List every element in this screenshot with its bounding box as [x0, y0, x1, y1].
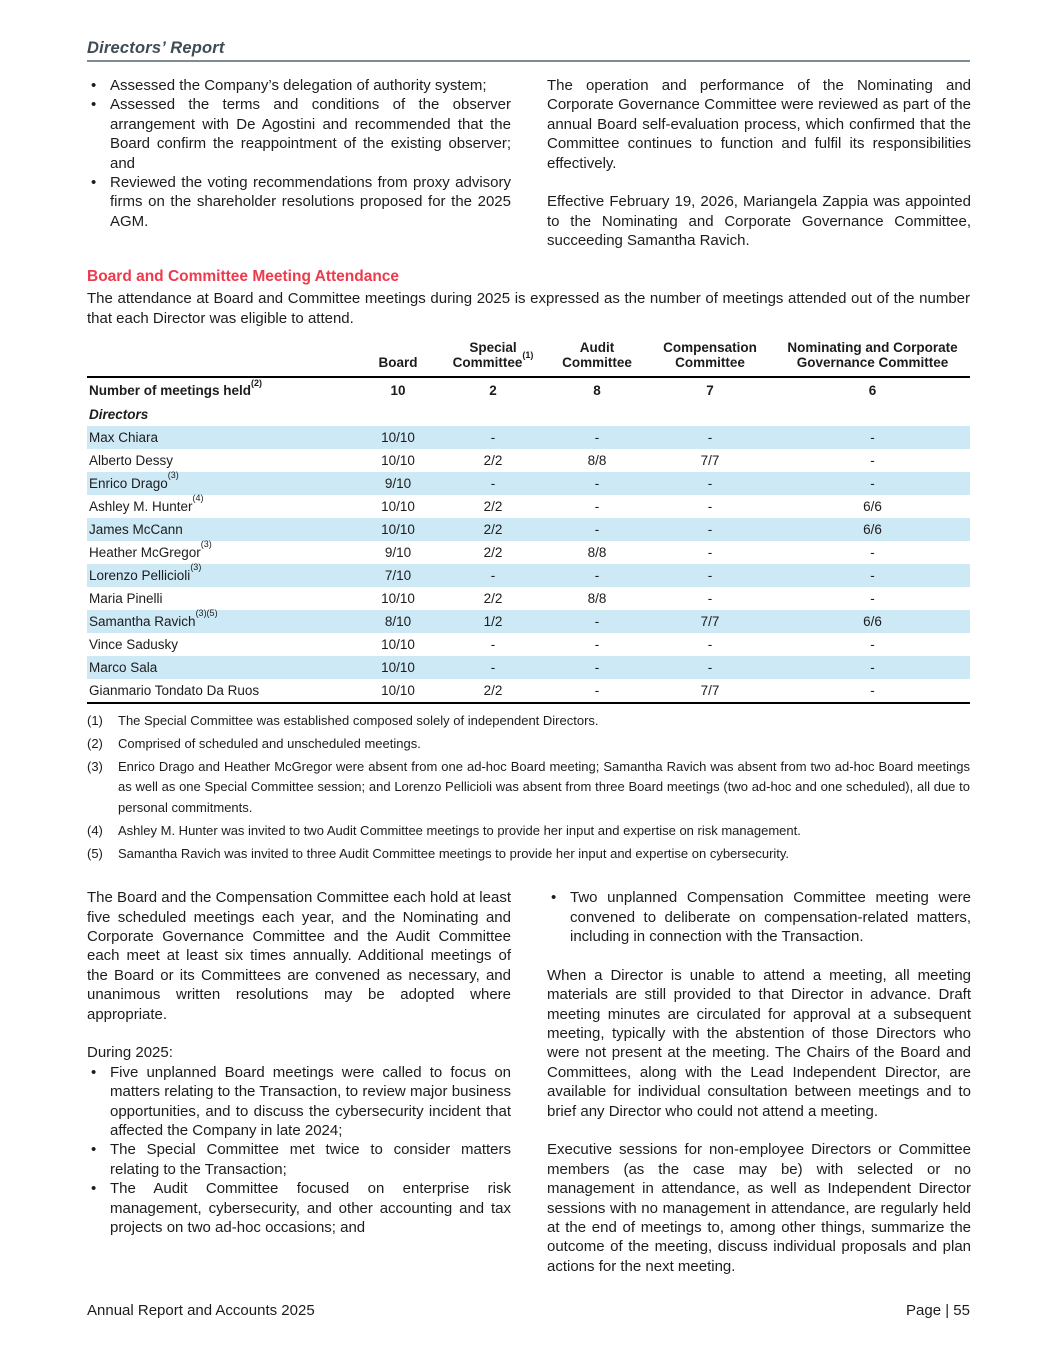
footnote-number: (2) — [87, 735, 103, 751]
attendance-value: - — [594, 475, 600, 491]
director-name: Gianmario Tondato Da Ruos — [89, 682, 260, 698]
section-heading-attendance: Board and Committee Meeting Attendance — [87, 267, 400, 285]
attendance-value: 10/10 — [381, 452, 415, 468]
attendance-value: 8/8 — [587, 544, 607, 560]
meetings-held-value: 6 — [868, 383, 877, 399]
attendance-value: - — [870, 636, 875, 652]
column-header — [359, 355, 437, 371]
attendance-value: - — [870, 475, 875, 491]
meetings-held-label: Number of meetings held$^{(2)}$ — [89, 377, 263, 399]
paragraph: When a Director is unable to attend a meeting, all meeting materials are still provided to that Director in advance. Draft meeting minutes are circulated for approval at a subsequent meeting, typically with the abstention of those Directors who were not present at the meeting. The Chairs of the Board and Committees, along with the Lead Independent Director, are available for individual consultation between meetings and to brief any Director who could not attend a meeting. — [547, 966, 971, 1120]
attendance-value: - — [490, 429, 496, 445]
footnote — [87, 844, 970, 865]
director-name: Maria Pinelli — [89, 590, 163, 606]
top-left-column — [87, 76, 511, 251]
footnote-marker: (3) — [167, 470, 179, 481]
attendance-value: 2/2 — [483, 544, 503, 560]
bullet-item — [87, 1140, 511, 1179]
table-row — [87, 449, 970, 472]
bullet-item — [87, 1179, 511, 1237]
column-header-line: Board — [378, 355, 418, 371]
attendance-value: - — [594, 659, 600, 675]
footnote-number: (4) — [87, 822, 103, 838]
bullet-icon: • — [551, 889, 557, 907]
attendance-value: 10/10 — [381, 659, 415, 675]
attendance-table — [87, 338, 970, 704]
attendance-value: - — [707, 429, 713, 445]
attendance-value: - — [594, 567, 600, 583]
footnote — [87, 821, 970, 842]
attendance-value: 8/10 — [384, 613, 412, 629]
bullet-text: The Special Committee met twice to consider matters relating to the Transaction; — [110, 1141, 511, 1178]
bullet-icon: • — [91, 174, 97, 192]
attendance-value: - — [707, 475, 713, 491]
footnote-text: The Special Committee was established composed solely of independent Directors. — [118, 712, 599, 728]
table-row — [87, 656, 970, 679]
attendance-value: 7/7 — [700, 452, 720, 468]
paragraph: The Board and the Compensation Committee each hold at least five scheduled meetings each year, and the Nominating and Corporate Governance Committee and the Audit Committee each meet at least six times annually. Additional meetings of the Board or its Committees are convened as necessary, and unanimous written resolutions may be adopted where appropriate. — [87, 889, 511, 1023]
attendance-value: - — [490, 636, 496, 652]
attendance-value: 10/10 — [381, 682, 415, 698]
attendance-value: 6/6 — [863, 613, 882, 629]
meetings-held-value: 8 — [593, 383, 601, 399]
column-header — [775, 340, 970, 371]
attendance-value: 6/6 — [863, 521, 882, 537]
table-footnotes — [87, 711, 970, 865]
attendance-value: 1/2 — [483, 613, 503, 629]
column-header-line: Nominating and Corporate — [787, 339, 958, 355]
footnote-marker: (3) — [190, 562, 202, 573]
footer-report-name: Annual Report and Accounts 2025 — [87, 1302, 315, 1319]
table-row — [87, 633, 970, 656]
attendance-value: - — [870, 567, 875, 583]
paragraph: The operation and performance of the Nominating and Corporate Governance Committee were reviewed as part of the annual Board self-evaluation process, which confirmed that the Committee continues to function and fulfil its responsibilities effectively. — [547, 77, 971, 172]
attendance-value: 2/2 — [483, 452, 503, 468]
footnote-text: Enrico Drago and Heather McGregor were absent from one ad-hoc Board meeting; Samantha Ravich was absent from two ad-hoc Board meetings as well as one Special Committee session; and Lorenzo Pellicioli was absent from three Board meetings (two ad-hoc and one scheduled), all due to personal commitments. — [118, 758, 970, 815]
footnote-marker: (3) — [200, 539, 212, 550]
footnote-text: Samantha Ravich was invited to three Audit Committee meetings to provide her input and expertise on cybersecurity. — [118, 845, 790, 861]
director-name: Enrico Drago$^{(3)}$ — [89, 470, 179, 491]
attendance-value: 2/2 — [483, 498, 503, 514]
director-name: Samantha Ravich$^{(3)(5)}$ — [89, 608, 218, 629]
attendance-value: 2/2 — [483, 682, 503, 698]
footnote-marker: (3)(5) — [195, 608, 218, 619]
footnote — [87, 757, 970, 819]
top-right-column — [547, 76, 971, 251]
column-header-line: Committee — [562, 355, 632, 371]
attendance-value: 7/7 — [700, 613, 720, 629]
top-columns — [87, 76, 970, 251]
attendance-value: - — [707, 659, 713, 675]
table-row — [87, 587, 970, 610]
column-header — [645, 340, 775, 371]
bullet-text: Assessed the terms and conditions of the observer arrangement with De Agostini and recommended that the Board confirm the reappointment of the existing observer; and — [110, 96, 511, 172]
meetings-held-value: 10 — [390, 383, 406, 399]
table-bottom-rule — [87, 702, 970, 704]
footnote-number: (3) — [87, 758, 103, 774]
footnote-marker: (1) — [522, 349, 534, 360]
title-divider — [87, 60, 970, 62]
director-name: Ashley M. Hunter$^{(4)}$ — [89, 493, 204, 514]
during-block — [87, 1043, 511, 1237]
bottom-right-column — [547, 888, 971, 1276]
footnote-marker: (4) — [192, 493, 204, 504]
attendance-value: 10/10 — [381, 521, 415, 537]
attendance-value: 2/2 — [483, 521, 503, 537]
attendance-value: 2/2 — [483, 590, 503, 606]
footnote-text: Ashley M. Hunter was invited to two Audit Committee meetings to provide her input and expertise on risk management. — [118, 822, 801, 838]
table-row — [87, 541, 970, 564]
bullet-item — [87, 173, 511, 231]
meetings-held-row — [87, 378, 970, 404]
bullet-text: Reviewed the voting recommendations from proxy advisory firms on the shareholder resolutions proposed for the 2025 AGM. — [110, 174, 511, 230]
meetings-held-value: 7 — [706, 383, 714, 399]
bullet-item — [87, 76, 511, 95]
bullet-text: The Audit Committee focused on enterprise risk management, cybersecurity, and other accounting and tax projects on two ad-hoc occasions; and — [110, 1180, 511, 1237]
footnote-number: (1) — [87, 712, 103, 728]
table-row — [87, 679, 970, 702]
footnote-number: (5) — [87, 845, 103, 861]
bullet-icon: • — [91, 1141, 97, 1159]
bullet-icon: • — [91, 77, 97, 94]
bullet-item — [87, 95, 511, 173]
table-row — [87, 518, 970, 541]
bullet-item — [87, 1063, 511, 1141]
attendance-value: - — [870, 429, 875, 445]
column-header-line: Audit — [579, 339, 615, 355]
table-row — [87, 426, 970, 449]
meetings-held-value: 2 — [489, 383, 497, 399]
attendance-value: 9/10 — [384, 544, 412, 560]
attendance-value: - — [594, 498, 600, 514]
section-intro: The attendance at Board and Committee meetings during 2025 is expressed as the number of meetings attended out of the number that each Director was eligible to attend. — [87, 289, 970, 328]
table-body — [87, 426, 970, 702]
attendance-value: - — [707, 498, 713, 514]
attendance-value: - — [870, 682, 875, 698]
column-header-line: Committee$^{(1)}$ — [452, 349, 534, 371]
bullet-icon: • — [91, 1180, 97, 1198]
paragraph: Executive sessions for non-employee Directors or Committee members (as the case may be) with selected or no management in attendance, as well as Independent Director sessions with no management in attendance, are regularly held at the end of meetings to, among other things, summarize the outcome of the meeting, discuss individual proposals and plan actions for the next meeting. — [547, 1141, 971, 1275]
column-header-line: Special — [469, 339, 517, 355]
attendance-value: 7/10 — [384, 567, 412, 583]
during-label: During 2025: — [87, 1044, 173, 1062]
attendance-value: - — [594, 429, 600, 445]
attendance-value: - — [594, 636, 600, 652]
attendance-value: 10/10 — [381, 636, 415, 652]
director-name: Max Chiara — [89, 429, 159, 445]
attendance-value: - — [870, 659, 875, 675]
attendance-value: - — [707, 544, 713, 560]
bullet-list — [87, 1063, 511, 1238]
attendance-value: 6/6 — [863, 498, 882, 514]
attendance-value: 7/7 — [700, 682, 720, 698]
bullet-icon: • — [91, 1063, 97, 1081]
attendance-value: - — [707, 636, 713, 652]
attendance-value: - — [490, 659, 496, 675]
bottom-columns — [87, 888, 970, 1276]
table-row — [87, 495, 970, 518]
table-row — [87, 564, 970, 587]
attendance-value: - — [594, 521, 600, 537]
attendance-value: 10/10 — [381, 498, 415, 514]
attendance-value: - — [870, 544, 875, 560]
footer-page-number: Page | 55 — [906, 1302, 970, 1319]
attendance-value: 10/10 — [381, 590, 415, 606]
table-header-row — [87, 338, 970, 378]
director-name: Vince Sadusky — [89, 636, 179, 652]
bullet-text: Five unplanned Board meetings were called to focus on matters relating to the Transaction, to review major business opportunities, and to discuss the cybersecurity incident that affected the Company in late 2024; — [110, 1063, 511, 1139]
column-header — [437, 340, 549, 371]
attendance-value: - — [870, 590, 875, 606]
attendance-value: - — [594, 613, 600, 629]
attendance-value: 8/8 — [587, 590, 607, 606]
directors-group-label: Directors — [89, 407, 149, 423]
attendance-value: - — [490, 475, 496, 491]
director-name: James McCann — [89, 521, 183, 537]
attendance-value: 10/10 — [381, 429, 415, 445]
attendance-value: - — [707, 590, 713, 606]
bullet-text: Two unplanned Compensation Committee meeting were convened to deliberate on compensation-related matters, including in connection with the Transaction. — [570, 889, 971, 945]
page-title: Directors’ Report — [87, 39, 225, 57]
bottom-left-column — [87, 888, 511, 1276]
footnote-text: Comprised of scheduled and unscheduled meetings. — [118, 735, 421, 751]
attendance-value: - — [707, 521, 713, 537]
column-header-line: Compensation — [663, 339, 757, 355]
column-header — [549, 340, 645, 371]
attendance-value: - — [870, 452, 875, 468]
director-name: Heather McGregor$^{(3)}$ — [89, 539, 212, 560]
table-row — [87, 472, 970, 495]
attendance-value: - — [594, 682, 600, 698]
bullet-item — [547, 888, 971, 946]
paragraph: Effective February 19, 2026, Mariangela Zappia was appointed to the Nominating and Corporate Governance Committee, succeeding Samantha Ravich. — [547, 193, 971, 250]
table-row — [87, 610, 970, 633]
column-header-line: Committee — [675, 355, 745, 371]
director-name: Lorenzo Pellicioli$^{(3)}$ — [89, 562, 202, 583]
attendance-value: - — [490, 567, 496, 583]
directors-group-row — [87, 404, 970, 426]
bullet-icon: • — [91, 96, 97, 114]
footnote-marker: (2) — [251, 377, 263, 388]
director-name: Alberto Dessy — [89, 452, 174, 468]
footnote — [87, 711, 970, 732]
director-name: Marco Sala — [89, 659, 158, 675]
attendance-value: - — [707, 567, 713, 583]
page-footer — [87, 1302, 970, 1319]
bullet-text: Assessed the Company’s delegation of authority system; — [110, 77, 487, 94]
footnote — [87, 734, 970, 755]
column-header-line: Governance Committee — [796, 355, 949, 371]
attendance-value: 8/8 — [587, 452, 607, 468]
attendance-value: 9/10 — [384, 475, 412, 491]
